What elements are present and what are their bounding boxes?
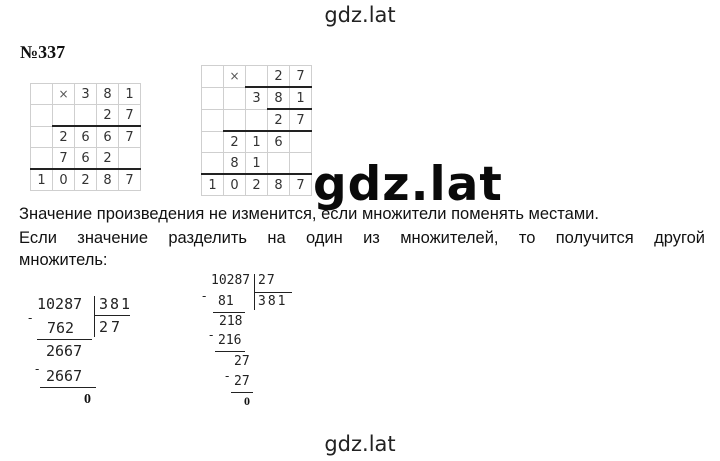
grid-cell: 6	[97, 126, 119, 148]
minus-sign: -	[209, 328, 214, 342]
task-number: №337	[20, 42, 66, 62]
grid-cell	[31, 148, 53, 170]
grid-cell: 7	[290, 174, 312, 196]
grid-cell: 2	[224, 131, 246, 153]
grid-cell: 1	[119, 84, 141, 105]
subtraction-line	[215, 351, 245, 352]
grid-cell: 2	[53, 126, 75, 148]
grid-cell	[31, 126, 53, 148]
grid-row	[31, 148, 141, 170]
grid-row	[202, 153, 312, 175]
grid-cell	[31, 84, 53, 105]
grid-cell: 8	[97, 84, 119, 105]
grid-cell	[246, 109, 268, 131]
grid-cell	[290, 153, 312, 175]
grid-row	[31, 169, 141, 191]
grid-cell	[53, 105, 75, 127]
grid-row	[31, 84, 141, 105]
times-sign: ×	[53, 84, 75, 105]
subtraction-line	[213, 312, 245, 313]
remainder-1: 218	[219, 314, 243, 329]
grid-cell: 1	[246, 131, 268, 153]
grid-cell	[75, 105, 97, 127]
grid-cell: 1	[290, 87, 312, 109]
grid-cell	[202, 87, 224, 109]
subtraction-line	[37, 339, 92, 340]
grid-cell: 8	[268, 87, 290, 109]
quotient: 27	[99, 318, 124, 336]
divisor: 381	[99, 295, 133, 313]
grid-cell: 7	[290, 66, 312, 88]
grid-cell: 2	[75, 169, 97, 191]
grid-row	[202, 131, 312, 153]
grid-cell	[31, 105, 53, 127]
minus-sign: -	[35, 362, 40, 376]
grid-cell: 7	[119, 126, 141, 148]
grid-cell: 3	[246, 87, 268, 109]
watermark-center: gdz.lat	[313, 157, 503, 212]
explanation-line-3: множитель:	[19, 251, 108, 269]
final-remainder: 0	[244, 394, 250, 408]
minus-sign: -	[28, 311, 33, 325]
quotient: 381	[258, 294, 288, 309]
times-sign: ×	[224, 66, 246, 88]
divisor: 27	[258, 273, 276, 288]
dividend: 10287	[211, 273, 251, 288]
grid-cell: 7	[290, 109, 312, 131]
grid-cell	[202, 66, 224, 88]
minus-sign: -	[202, 289, 207, 303]
grid-cell	[246, 66, 268, 88]
remainder-1: 2667	[46, 342, 83, 360]
divisor-underline	[254, 292, 292, 293]
multiplication-grid-2	[201, 65, 312, 196]
grid-cell	[119, 148, 141, 170]
grid-row	[202, 66, 312, 88]
grid-cell: 6	[75, 126, 97, 148]
grid-cell	[224, 87, 246, 109]
grid-cell: 0	[224, 174, 246, 196]
grid-cell: 7	[119, 169, 141, 191]
grid-cell	[202, 109, 224, 131]
grid-row	[202, 87, 312, 109]
watermark-bottom: gdz.lat	[324, 432, 396, 456]
grid-cell: 7	[119, 105, 141, 127]
grid-row	[202, 174, 312, 196]
grid-cell	[202, 153, 224, 175]
subtrahend-3: 27	[234, 374, 250, 389]
grid-cell: 8	[97, 169, 119, 191]
explanation-line-2: Если значение разделить на один из множителей, то получится другой	[19, 229, 705, 247]
grid-cell	[224, 109, 246, 131]
subtrahend-2: 216	[218, 333, 242, 348]
watermark-top: gdz.lat	[324, 3, 396, 27]
explanation-line-1: Значение произведения не изменится, если множители поменять местами.	[19, 205, 599, 223]
subtrahend-2: 2667	[46, 367, 83, 385]
grid-cell	[202, 131, 224, 153]
subtraction-line	[231, 392, 253, 393]
grid-cell: 2	[268, 109, 290, 131]
grid-cell: 8	[268, 174, 290, 196]
dividend: 10287	[37, 295, 83, 313]
grid-cell: 1	[202, 174, 224, 196]
grid-cell: 2	[268, 66, 290, 88]
grid-cell: 7	[53, 148, 75, 170]
grid-cell: 2	[246, 174, 268, 196]
subtraction-line	[40, 387, 96, 388]
remainder-2: 27	[234, 354, 250, 369]
grid-cell: 6	[268, 131, 290, 153]
grid-cell	[268, 153, 290, 175]
grid-cell: 0	[53, 169, 75, 191]
grid-cell: 3	[75, 84, 97, 105]
divisor-underline	[94, 315, 130, 316]
multiplication-grid-1	[30, 83, 141, 191]
grid-cell	[290, 131, 312, 153]
final-remainder: 0	[84, 392, 91, 407]
grid-cell: 2	[97, 148, 119, 170]
grid-cell: 1	[31, 169, 53, 191]
subtrahend-1: 81	[218, 294, 234, 309]
grid-row	[31, 126, 141, 148]
grid-row	[31, 105, 141, 127]
grid-cell: 1	[246, 153, 268, 175]
grid-row	[202, 109, 312, 131]
grid-cell: 8	[224, 153, 246, 175]
grid-cell: 6	[75, 148, 97, 170]
subtrahend-1: 762	[47, 319, 75, 337]
grid-cell: 2	[97, 105, 119, 127]
division-bar	[94, 296, 95, 337]
minus-sign: -	[225, 369, 230, 383]
